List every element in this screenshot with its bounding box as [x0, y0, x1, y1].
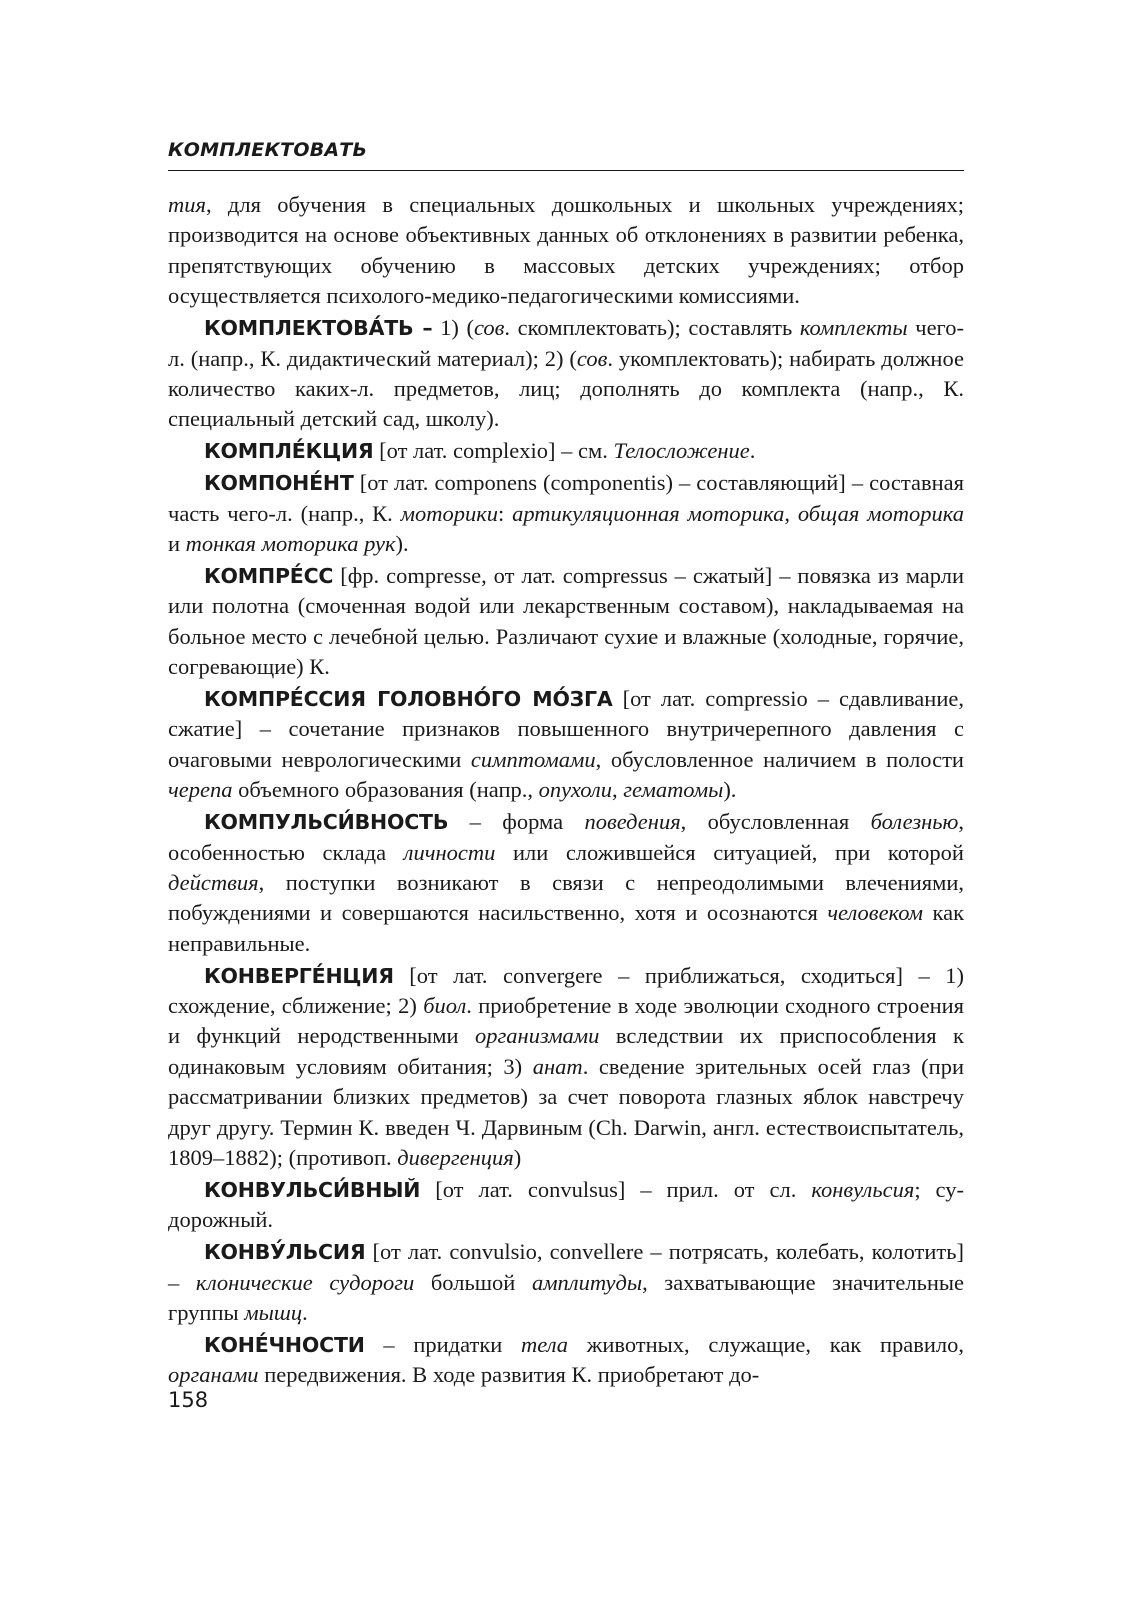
italic-term: сов [473, 315, 505, 341]
italic-term: артикуляционная моторика [512, 500, 785, 526]
entry-text: [от лат. convergere – приближаться, сходиться] – 1) схождение, сближение; 2) [168, 962, 964, 1019]
italic-term: черепа [168, 777, 233, 803]
dictionary-page [168, 0, 964, 1601]
entry-text: и [168, 530, 186, 556]
entry-text: животных, служащие, как правило, [568, 1332, 964, 1358]
italic-term: общая моторика [797, 500, 964, 526]
italic-term: моторики [400, 500, 498, 526]
entry-text: , обусловленная [680, 809, 871, 835]
entry-text: , для обучения в специальных дошкольных и школьных учреждениях; производится на основе объективных данных об отклонениях в развитии ребенка, препятствующих обучению в массовых детских учреждениях; отбор осуществляется психолого-медико-педагогическими комиссиями. [168, 192, 964, 309]
entry-text: чего-л. (напр., К. дидактический материал); 2) ( [168, 315, 964, 371]
entry-text: . сведение зрительных осей глаз (при рассматривании близких предметов) за счет поворота глазных яблок навстречу друг другу. Термин К. введен Ч. Дарвиным (Ch. Darwin, англ. естествоиспытатель, 1809–1882); (противоп. [168, 1053, 964, 1171]
entry-text: [от лат. compressio – сдавливание, сжатие] – сочетание признаков повышенного внутричерепного давления с очаговыми неврологическими [168, 686, 964, 772]
entry-text: – форма [448, 809, 585, 835]
italic-term: тела [521, 1332, 569, 1358]
entry-kompleksiya [168, 436, 964, 466]
entry-headword: КОНВЕРГЕ́НЦИЯ [204, 963, 394, 988]
entry-text: ). [723, 777, 737, 803]
entry-text: ). [395, 530, 409, 556]
entry-text: . [749, 438, 756, 464]
entry-text: [от лат. convulsio, convellere – потрясать, колебать, колотить] – [168, 1239, 964, 1295]
entry-text: ; судорожный. [168, 1177, 964, 1233]
entry-komponent [168, 468, 964, 559]
entry-text: . скомплектовать); составлять [504, 315, 800, 341]
entry-konvergentsiya [168, 961, 964, 1174]
page-number: 158 [168, 1388, 209, 1412]
entry-text: вследствии их приспособления к одинаковым условиям обитания; 3) [168, 1023, 964, 1079]
entry-headword: КОНВУ́ЛЬСИЯ [204, 1240, 366, 1265]
entry-text: [от лат. convulsus] – прил. от сл. [420, 1177, 812, 1202]
entry-headword: КОМПУЛЬСИ́ВНОСТЬ [204, 810, 449, 835]
italic-term: конвульсия [811, 1177, 915, 1202]
entry-text: . укомплектовать); набирать должное количество каких-л. предметов, лиц; дополнять до комплекта (напр., К. специальный детский сад, школу). [168, 345, 964, 432]
entry-text: . приобретение в ходе эволюции сходного строения и функций неродственными [168, 993, 964, 1049]
entry-headword: КОМПРЕ́ССИЯ ГОЛОВНО́ГО МО́ЗГА [204, 687, 613, 711]
entry-text: . [302, 1300, 308, 1326]
italic-term: мышц [244, 1300, 303, 1326]
italic-term: комплекты [799, 315, 908, 341]
italic-term: личности [403, 839, 496, 865]
running-head: КОМПЛЕКТОВАТЬ [168, 139, 368, 161]
entry-text: передвижения. В ходе развития К. приобретают до- [258, 1362, 760, 1388]
entry-text: как неправильные. [168, 900, 964, 956]
italic-term: поведения [584, 809, 681, 835]
entry-text: [от лат. complexio] – см. [373, 438, 614, 464]
italic-term: тонкая моторика рук [185, 530, 396, 556]
entry-kompressiya [168, 684, 964, 806]
entry-kompulsivnost [168, 807, 964, 959]
italic-term: органами [168, 1362, 259, 1388]
entry-text: – придатки [364, 1332, 522, 1358]
italic-term: организмами [475, 1023, 600, 1049]
italic-term: симптомами [470, 746, 596, 772]
italic-term: действия [168, 869, 259, 895]
italic-term: Телосложение [613, 438, 750, 464]
entry-continuation [168, 190, 964, 312]
header-rule [168, 170, 964, 171]
entry-kompress [168, 561, 964, 683]
entry-text: , [612, 777, 624, 803]
entry-text: [фр. compresse, от лат. compressus – сжатый] – повязка из марли или полотна (смоченная водой или лекарственным составом), накладываемая на больное место с лечебной целью. Различают сухие и влажные (холодные, горячие, согревающие) К. [168, 562, 964, 680]
entry-text: , захватывающие значительные группы [168, 1269, 965, 1326]
entry-text: или сложившейся ситуацией, при которой [495, 839, 964, 865]
entry-text: , обусловленное наличием в полости [595, 746, 964, 772]
italic-term: опухоли [538, 777, 612, 803]
entry-text: , поступки возникают в связи с непреодолимыми влечениями, побуждениями и совершаются насильственно, хотя и осознаются [168, 869, 964, 926]
entry-konvulsiya [168, 1237, 964, 1328]
entry-headword: КОМПОНЕ́НТ [204, 471, 354, 496]
entry-headword: КОМПЛЕ́КЦИЯ [204, 439, 374, 464]
italic-term: гематомы [623, 777, 724, 803]
entry-text: 1) ( [432, 315, 474, 341]
italic-term: амплитуды [531, 1269, 643, 1295]
entry-konvulsivny [168, 1175, 964, 1236]
italic-term: человеком [827, 900, 923, 926]
italic-term: анат [532, 1053, 583, 1079]
italic-term: дивергенция [397, 1145, 514, 1171]
entry-headword: КОМПЛЕКТОВА́ТЬ – [204, 316, 433, 341]
entry-text: : [498, 500, 513, 526]
entry-text: объемного образования (напр., [232, 777, 539, 803]
entry-headword: КОНВУЛЬСИ́ВНЫЙ [204, 1178, 421, 1202]
entry-text: [от лат. componens (componentis) – составляющий] – составная часть чего-л. (напр., К. [168, 470, 964, 526]
italic-term: тия [168, 192, 206, 217]
entry-text: , особенностью склада [168, 809, 965, 865]
entry-text: большой [414, 1269, 532, 1295]
dictionary-body [168, 190, 964, 1392]
entry-konechnosti [168, 1330, 964, 1391]
entry-headword: КОМПРЕ́СС [204, 563, 334, 588]
entry-headword: КОНЕ́ЧНОСТИ [204, 1333, 365, 1358]
entry-komplektovat [168, 313, 964, 435]
entry-text: ) [513, 1145, 522, 1171]
italic-term: биол [423, 993, 467, 1019]
italic-term: сов [576, 345, 608, 371]
entry-text: , [784, 500, 798, 526]
italic-term: болезнью [870, 809, 959, 835]
italic-term: клонические судороги [195, 1269, 415, 1295]
